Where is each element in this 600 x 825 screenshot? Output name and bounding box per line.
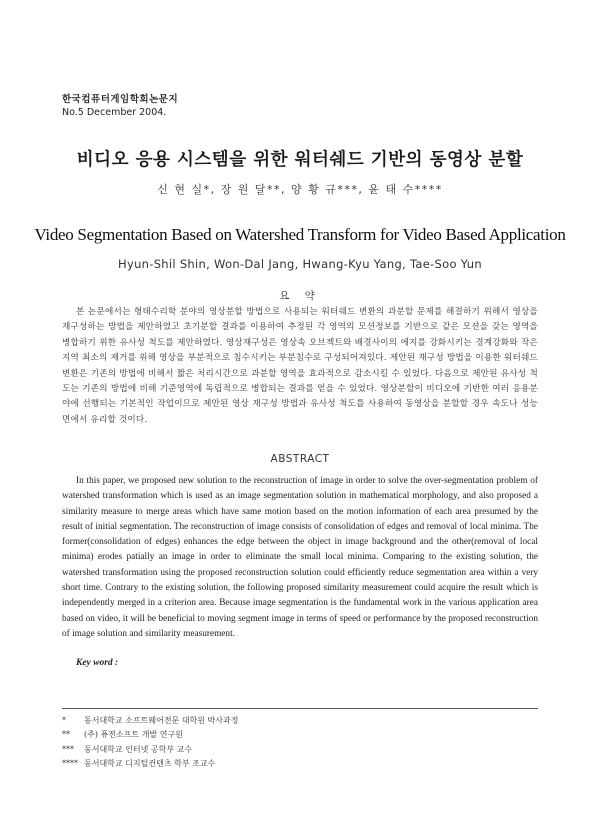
footnote-text: 동서대학교 인터넷 공학부 교수 [84,744,193,754]
footnote-mark: **** [62,759,78,769]
paper-title-korean: 비디오 응용 시스템을 위한 워터쉐드 기반의 동영상 분할 [76,150,524,170]
footnotes [62,714,238,772]
footnote-text: (주) 퓨전소프트 개발 연구원 [84,730,183,740]
footnote-item [62,728,238,742]
footnote-item [62,714,238,728]
footnote-mark: ** [62,730,70,740]
journal-name: 한국컴퓨터게임학회논문지 [62,94,179,105]
abstract-korean-body: 본 논문에서는 형태수리학 분야의 영상분할 방법으로 사용되는 워터쉐드 변환의 과분할 문제를 해결하기 위해서 영상을 재구성하는 방법을 제안하였고 초기분할 결과를 이용하여 추정된 각 영역의 모션정보를 기반으로 같은 모션을 갖는 영역을 병합하기 위한 유사성 척도를 제안하였다. 영상재구성은 영상속 오브젝트와 배경사이의 에지를 강화시키는 경계강화와 작은 지역 최소의 제거를 위해 영상을 부분적으로 침수시키는 부분침수로 구성되어져있다. 제안된 재구성 방법을 이용한 워터쉐드 변환은 기존의 방법에 비해서 짧은 처리시간으로 과분할 영역을 효과적으로 감소시킬 수 있었다. 다음으로 제안된 유사성 척도는 기존의 방법에 비해 기준영역에 독립적으로 병합되는 결과를 얻을 수 있었다. 영상분할이 비디오에 기반한 여러 응용분야에 선행되는 기본적인 작업이므로 제안된 영상 재구성 방법과 유사성 척도를 사용하여 동영상을 분할할 경우 속도나 성능 면에서 유리할 것이다. [62,307,538,425]
paper-title-english: Video Segmentation Based on Watershed Transform for Video Based Application [34,225,566,244]
journal-issue: No.5 December 2004. [62,106,167,118]
footnote-text: 동서대학교 디지털컨텐츠 학부 조교수 [84,759,216,769]
keywords [76,658,118,668]
abstract-english-body: In this paper, we proposed new solution to the reconstruction of image in order to solve the over-segmentation problem of watershed transformation which is used as an image segmentation solution in mathematical morphology, and also proposed a similarity measure to merge areas which have same motion based on the motion information of each area presumed by the result of initial segmentation. The reconstruction of image consists of consolidation of edges and removal of local minima. The former(consolidation of edges) enhances the edge between the object in image background and the other(removal of local minima) erodes patially an image in order to eliminate the small local minima. Comparing to the existing solution, the watershed transformation using the proposed reconstruction solution could efficiently reduce segmentation area within a very short time. Contrary to the existing solution, the following proposed similarity measurement could acquire the result which is independently merged in a criterion area. Because image segmentation is the fundamental work in the various application area based on video, it will be beneficial to moving segment image in terms of speed or performance by the proposed reconstruction of image solution and similarity measurement. [62,476,538,639]
authors-english: Hyun-Shil Shin, Won-Dal Jang, Hwang-Kyu Yang, Tae-Soo Yun [118,257,482,271]
footnote-text: 동서대학교 소프트웨어전문 대학원 박사과정 [84,716,239,725]
abstract-korean-heading: 요 약 [279,290,321,302]
abstract-english-heading: ABSTRACT [270,453,330,465]
keywords-label: Key word : [76,658,119,668]
authors-korean: 신 현 실*, 장 원 달**, 양 황 규***, 윤 태 수**** [157,183,443,196]
footnote-mark: *** [62,744,74,754]
footnote-item [62,757,238,771]
footnote-item [62,743,238,757]
journal-header [62,94,178,119]
footnote-divider [62,708,538,709]
footnote-mark: * [62,716,66,725]
